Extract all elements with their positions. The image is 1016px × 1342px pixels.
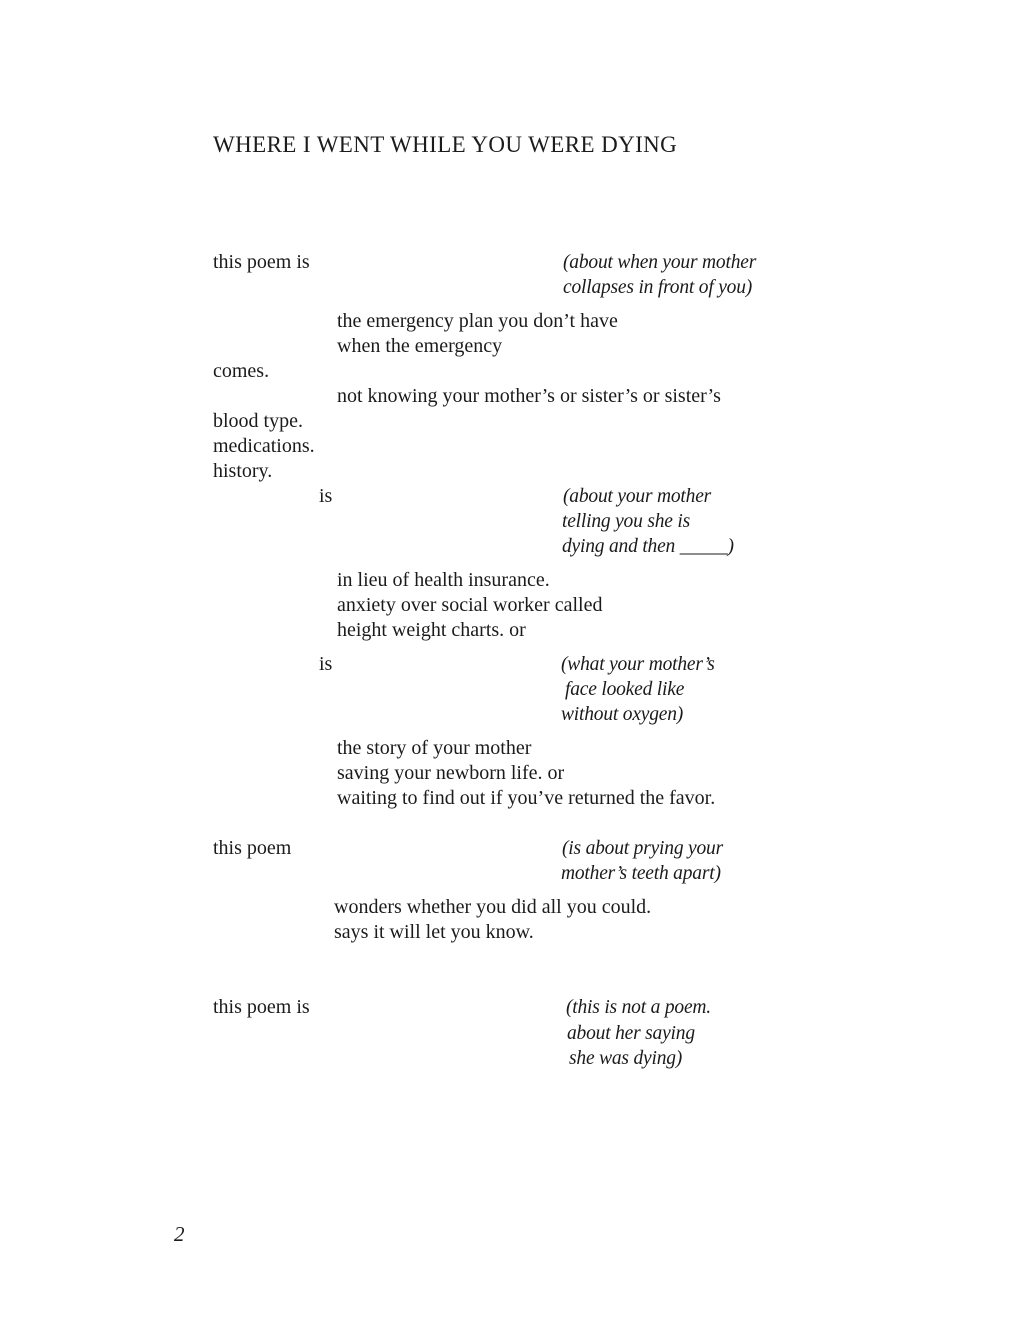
- poem-line: saving your newborn life. or: [337, 762, 565, 784]
- poem-line: waiting to find out if you’ve returned the favor.: [337, 787, 716, 809]
- poem-line: this poem is: [213, 996, 310, 1018]
- poem-aside-line: dying and then _____): [562, 536, 734, 557]
- poem-line: medications.: [213, 435, 315, 457]
- poem-line: the story of your mother: [337, 737, 532, 759]
- poem-aside-line: (this is not a poem.: [566, 997, 711, 1018]
- poem-aside-line: (about your mother: [563, 486, 712, 507]
- poem-line: the emergency plan you don’t have: [337, 310, 618, 332]
- poem-aside-line: (about when your mother: [563, 252, 757, 273]
- poem-line: wonders whether you did all you could.: [334, 896, 652, 918]
- poem-line: blood type.: [213, 410, 303, 432]
- poem-line: anxiety over social worker called: [337, 594, 603, 616]
- page-number: 2: [174, 1222, 185, 1246]
- poem-line: history.: [213, 460, 273, 482]
- poem-line: is: [319, 653, 333, 675]
- poem-line: comes.: [213, 360, 270, 382]
- poem-aside-line: without oxygen): [561, 704, 684, 725]
- poem-aside-line: collapses in front of you): [563, 277, 753, 298]
- poem-line: not knowing your mother’s or sister’s or sister’s: [337, 385, 721, 407]
- poem-aside-line: telling you she is: [562, 511, 691, 532]
- poem-aside-line: she was dying): [569, 1048, 683, 1069]
- poem-line: when the emergency: [337, 335, 503, 357]
- poem-title: WHERE I WENT WHILE YOU WERE DYING: [213, 132, 678, 157]
- poem-line: in lieu of health insurance.: [337, 569, 550, 591]
- poem-line: this poem is: [213, 251, 310, 273]
- poem-line: this poem: [213, 837, 292, 859]
- poem-aside-line: (is about prying your: [562, 838, 723, 859]
- poem-line: is: [319, 485, 333, 507]
- poem-line: says it will let you know.: [334, 921, 534, 943]
- poem-aside-line: mother’s teeth apart): [561, 863, 721, 884]
- poem-aside-line: face looked like: [565, 679, 685, 700]
- poem-aside-line: (what your mother’s: [561, 654, 715, 675]
- poem-aside-line: about her saying: [567, 1023, 695, 1044]
- poem-line: height weight charts. or: [337, 619, 526, 641]
